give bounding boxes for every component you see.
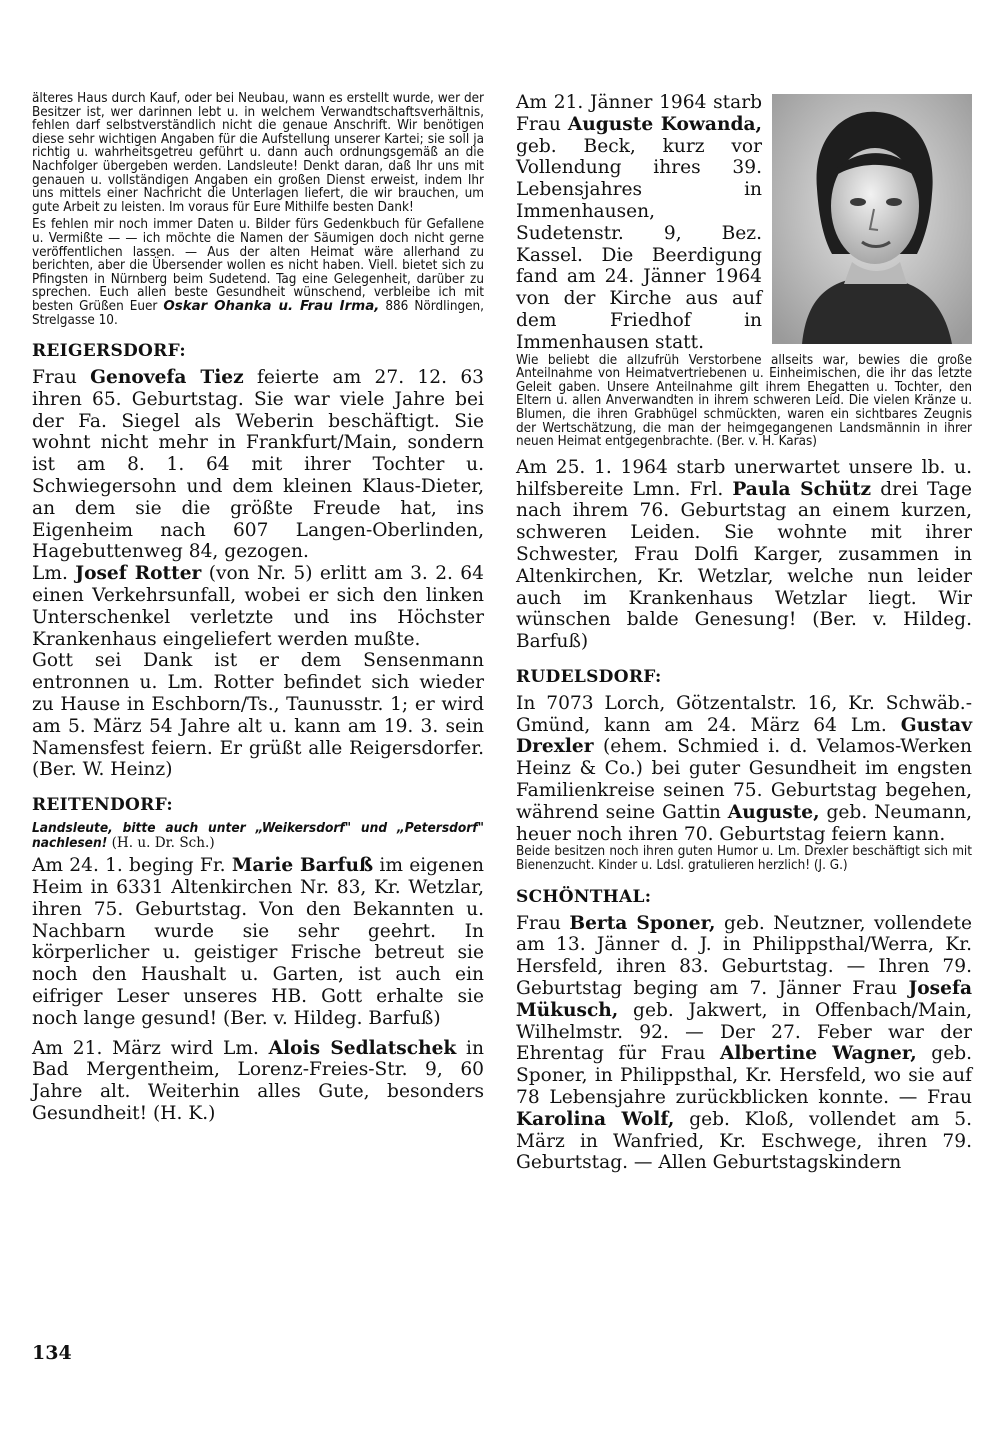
schoenthal-paragraph: Frau Berta Sponer, geb. Neutzner, vollendete am 13. Jänner d. J. in Philippsthal/Werra, Kr. Hersfeld, ihren 83. Geburtstag. — Ihren 79. Geburtstag beging am 7. Jänner Frau Josefa Mükusch, geb. Jakwert, in Offenbach/Main, Wilhelmstr. 92. — Der 27. Feber war der Ehrentag für Frau Albertine Wagner, geb. Sponer, in Philippsthal, Kr. Hersfeld, wo sie auf 78 Lebensjahre zurückblicken konnte. — Frau Karolina Wolf, geb. Kloß, vollendet am 5. März in Wanfried, Kr. Eschwege, ihren 79. Geburtstag. — Allen Geburtstagskindern xyxy=(516,912,973,1174)
page-number: 134 xyxy=(32,1342,72,1364)
reitendorf-note: Landsleute, bitte auch unter „Weikersdorf" und „Petersdorf" nachlesen! (H. u. Dr. Sch.) xyxy=(32,820,484,852)
reigersdorf-paragraph-3: Gott sei Dank ist er dem Sensenmann entronnen u. Lm. Rotter befindet sich wieder zu Hause in Eschborn/Ts., Taunusstr. 1; er wird am 5. März 54 Jahre alt u. kann am 19. 3. sein Namensfest feiern. Er grüßt alle Reigersdorfer. (Ber. W. Heinz) xyxy=(32,650,484,781)
reitendorf-paragraph-2: Am 21. März wird Lm. Alois Sedlatschek in Bad Mergentheim, Lorenz-Freies-Str. 9, 60 Jahre alt. Weiterhin alles Gute, besonders Gesundheit! (H. K.) xyxy=(32,1037,484,1124)
kowanda-paragraph-2: Wie beliebt die allzufrüh Verstorbene allseits war, bewies die große Anteilnahme von Heimatvertriebenen u. Einheimischen, die ihr das letzte Geleit gaben. Unsere Anteilnahme gilt ihrem Ehegatten u. Tochter, den Eltern u. allen Anverwandten in ihrem schweren Leid. Die vielen Kränze u. Blumen, die ihren Grabhügel schmückten, waren ein sichtbares Zeugnis der Wertschätzung, die man der heimgegangenen Landsmännin in ihrer neuen Heimat entgegenbrachte. (Ber. v. H. Karas) xyxy=(516,352,972,450)
reigersdorf-paragraph-1: Frau Genovefa Tiez feierte am 27. 12. 63 ihren 65. Geburtstag. Sie war viele Jahre bei der Fa. Siegel als Weberin beschäftigt. Sie wohnt nicht mehr in Frankfurt/Main, sondern ist am 8. 1. 64 mit ihrer Tochter u. Schwiegersohn und dem kleinen Klaus-Dieter, an dem sie die größte Freude hat, ins Eigenheim nach 607 Langen-Oberlinden, Hagebuttenweg 84, gezogen. xyxy=(32,367,484,563)
kowanda-paragraph-1: Am 21. Jänner 1964 starb Frau Auguste Kowanda, geb. Beck, kurz vor Vollendung ihres 39. Lebensjahres in Immenhausen, Sudetenstr. 9, Bez. Kassel. Die Beerdigung fand am 24. Jänner 1964 von der Kirche aus auf dem Friedhof in Immenhausen statt. xyxy=(516,92,762,353)
letter-paragraph-2: Es fehlen mir noch immer Daten u. Bilder fürs Gedenkbuch für Gefallene u. Vermißte — — ich möchte die Namen der Säumigen doch nicht gerne veröffentlichen lassen. — Aus der alten Heimat wäre allerhand zu berichten, aber die Übersender wollen es nicht haben. Viell. bietet sich zu Pfingsten in Nürnberg beim Sudetend. Tag eine Gelegenheit, darüber zu sprechen. Euch allen beste Gesundheit wünschend, verbleibe ich mit besten Grüßen Euer Oskar Ohanka u. Frau Irma, 886 Nördlingen, Strelgasse 10. xyxy=(32,217,484,328)
rudelsdorf-paragraph-1: In 7073 Lorch, Götzentalstr. 16, Kr. Schwäb.-Gmünd, kann am 24. März 64 Lm. Gustav Drexler (ehem. Schmied i. d. Velamos-Werken Heinz & Co.) bei guter Gesundheit im engsten Familienkreise seinen 75. Geburtstag begehen, während seine Gattin Auguste, geb. Neumann, heuer noch ihren 70. Geburtstag feiern kann. xyxy=(516,692,972,845)
letter-signature: Oskar Ohanka u. Frau Irma, xyxy=(163,298,380,314)
heading-reitendorf: REITENDORF: xyxy=(32,795,173,816)
heading-schoenthal: SCHÖNTHAL: xyxy=(516,886,652,907)
right-column xyxy=(516,92,972,1174)
schuetz-paragraph: Am 25. 1. 1964 starb unerwartet unsere lb. u. hilfsbereite Lmn. Frl. Paula Schütz drei Tage nach ihrem 76. Geburtstag an einem kurzen, schweren Leiden. Sie wohnte mit ihrer Schwester, Frau Dolfi Karger, zusammen in Altenkirchen, Kr. Wetzlar, welche nun leider auch im Krankenhaus Wetzlar liegt. Wir wünschen balde Genesung! (Ber. v. Hildeg. Barfuß) xyxy=(516,456,972,653)
heading-rudelsdorf: RUDELSDORF: xyxy=(516,666,662,687)
portrait-photo xyxy=(772,94,972,344)
rudelsdorf-paragraph-2: Beide besitzen noch ihren guten Humor u. Lm. Drexler beschäftigt sich mit Bienenzucht. Kinder u. Ldsl. gratulieren herzlich! (J. G.) xyxy=(516,844,972,874)
letter-paragraph-1: älteres Haus durch Kauf, oder bei Neubau, wann es erstellt wurde, wer der Besitzer ist, wer darinnen lebt u. in welchem Verwandtschaftsverhältnis, fehlen darf selbstverständlich nicht die genaue Anschrift. Wir benötigen diese sehr wichtigen Angaben für die Aufstellung unserer Kartei; sie soll ja richtig u. wahrheitsgetreu geführt u. dann auch ordnungsgemäß an die Nachfolger übergeben werden. Landsleute! Denkt daran, daß Ihr uns mit genauen u. vollständigen Angaben ein großen Dienst erweist, indem Ihr uns mittels einer Nachricht die Unterlagen liefert, die wir brauchen, um gute Arbeit zu leisten. Im voraus für Eure Mithilfe besten Dank! xyxy=(32,91,484,215)
reitendorf-paragraph-1: Am 24. 1. beging Fr. Marie Barfuß im eigenen Heim in 6331 Altenkirchen Nr. 83, Kr. Wetzlar, ihren 75. Geburtstag. Von den Bekannten u. Nachbarn wurde sie sehr geehrt. In körperlicher u. geistiger Frische betreut sie noch den Haushalt u. Garten, ist auch ein eifriger Leser unseres HB. Gott erhalte sie noch lange gesund! (Ber. v. Hildeg. Barfuß) xyxy=(32,855,485,1029)
left-column xyxy=(32,92,484,1125)
reigersdorf-paragraph-2: Lm. Josef Rotter (von Nr. 5) erlitt am 3. 2. 64 einen Verkehrsunfall, wobei er sich den linken Unterschenkel verletzte und ins Höchster Krankenhaus eingeliefert werden mußte. xyxy=(32,563,484,650)
heading-reigersdorf: REIGERSDORF: xyxy=(32,341,186,362)
